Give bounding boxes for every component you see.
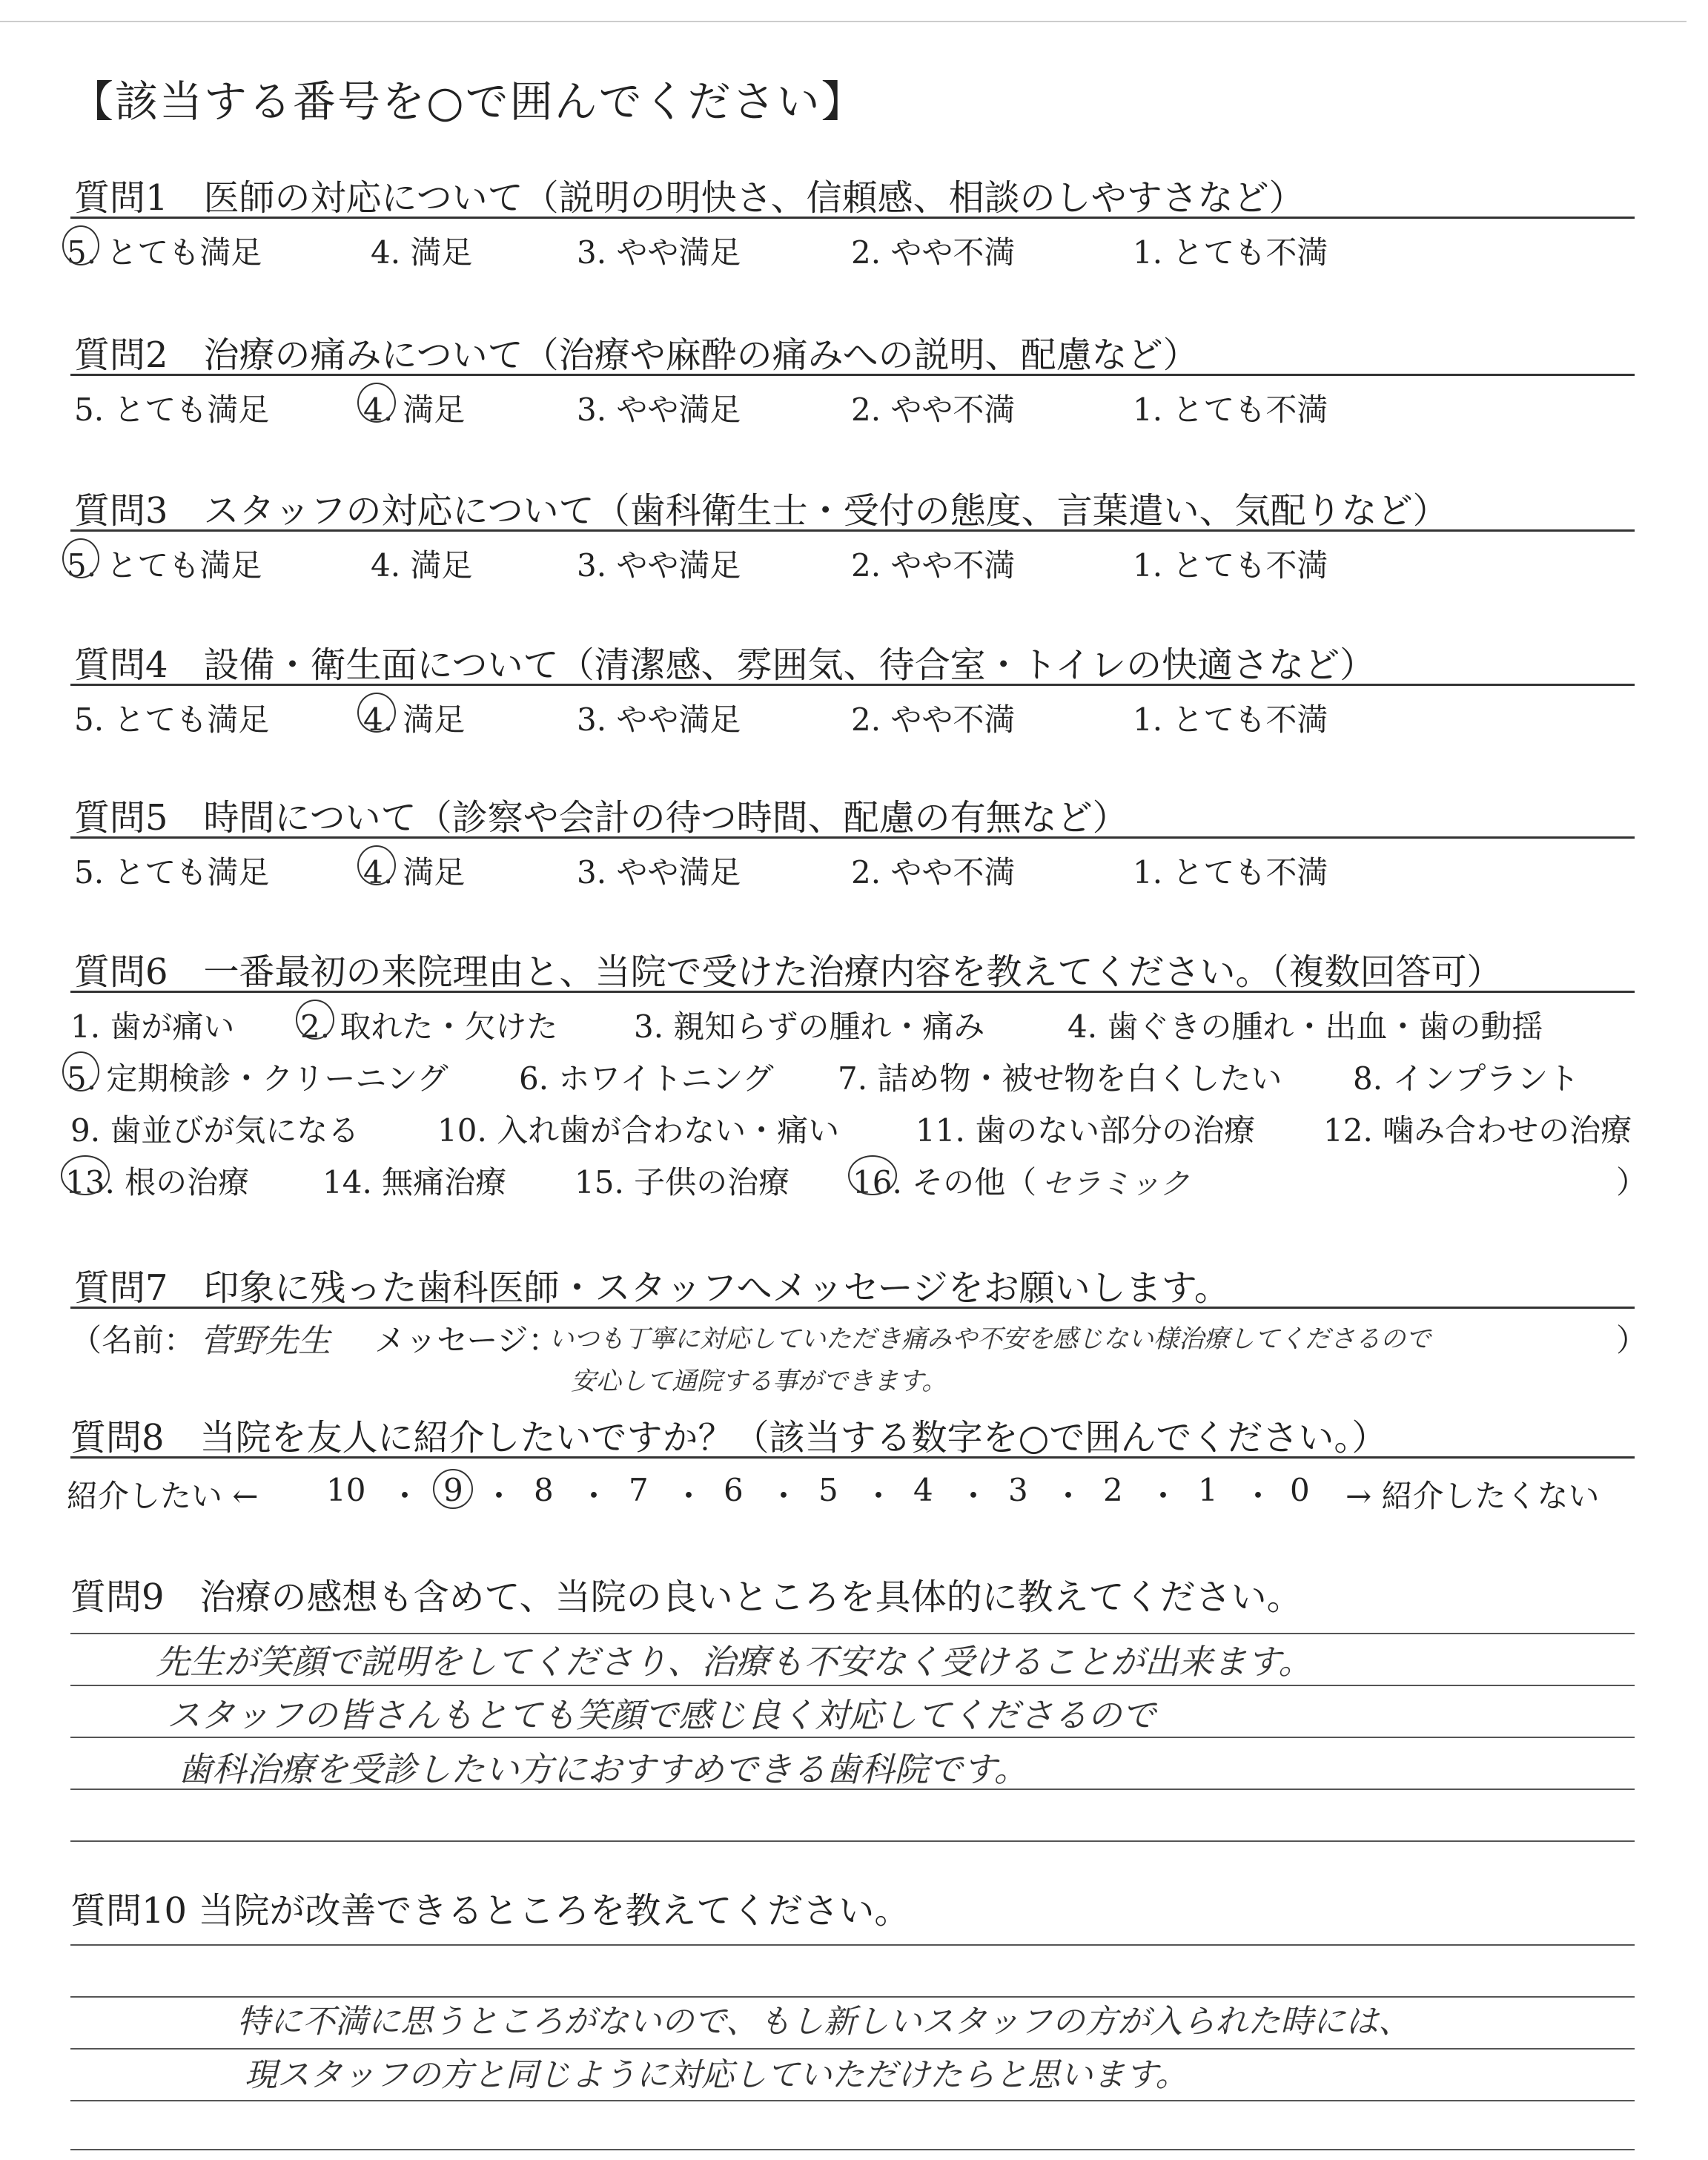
q6-opt-4[interactable]: 4. 歯ぐきの腫れ・出血・歯の動揺 [1068,1008,1543,1045]
q7-message-line-1[interactable]: いつも丁寧に対応していただき痛みや不安を感じない様治療してくださるので [549,1324,1431,1354]
q6-opt-10[interactable]: 10. 入れ歯が合わない・痛い [437,1112,840,1149]
q10-answer-line-1[interactable]: 特に不満に思うところがないので、もし新しいスタッフの方が入られた時には、 [237,2003,1411,2041]
q8-num-6[interactable]: 6 [724,1472,744,1508]
q8-sep: ・ [958,1478,990,1514]
q3-underline [70,529,1635,532]
selection-circle [433,1469,473,1509]
q1-opt-5[interactable]: 5. とても満足 [67,228,262,273]
q1-opt-2[interactable]: 2. やや不満 [851,234,1016,271]
q8-num-2[interactable]: 2 [1103,1472,1123,1508]
q8-sep: ・ [578,1478,610,1514]
q8-sep: ・ [1242,1478,1274,1514]
q1-opt-1[interactable]: 1. とても不満 [1133,234,1328,271]
q3-opt-2[interactable]: 2. やや不満 [851,547,1016,584]
q7-message-line-2[interactable]: 安心して通院する事ができます。 [571,1367,947,1396]
top-edge-line [0,21,1687,22]
q1-opt-4[interactable]: 4. 満足 [371,234,473,271]
q2-opt-4[interactable]: 4. 満足 [363,386,465,430]
q8-right-label: → 紹介したくない [1345,1478,1600,1514]
q6-opt-14[interactable]: 14. 無痛治療 [322,1164,507,1200]
q7-name-label: （名前： [70,1322,196,1358]
q8-title: 質問8 当院を友人に紹介したいですか？（該当する数字を○で囲んでください。） [70,1417,1388,1459]
q9-writing-line [70,1840,1635,1842]
q3-title: 質問3 スタッフの対応について（歯科衛生士・受付の態度、言葉遣い、気配りなど） [74,490,1449,532]
q5-title: 質問5 時間について（診察や会計の待つ時間、配慮の有無など） [74,797,1128,839]
q8-num-3[interactable]: 3 [1008,1472,1028,1508]
q4-opt-3[interactable]: 3. やや満足 [577,701,741,738]
q4-opt-1[interactable]: 1. とても不満 [1133,701,1328,738]
q6-opt-13[interactable]: 13. 根の治療 [65,1158,249,1203]
q2-underline [70,374,1635,376]
q8-num-9[interactable]: 9 [443,1472,463,1508]
q4-underline [70,684,1635,686]
q8-num-0[interactable]: 0 [1290,1472,1310,1508]
q4-opt-2[interactable]: 2. やや不満 [851,701,1016,738]
q6-opt-16[interactable]: 16. その他（ [853,1158,1036,1203]
q6-other-handwritten[interactable]: セラミック [1042,1167,1190,1201]
q8-num-4[interactable]: 4 [913,1472,933,1508]
q8-sep: ・ [389,1478,421,1514]
q8-sep: ・ [1148,1478,1179,1514]
q5-underline [70,836,1635,839]
selection-circle [62,538,99,578]
q3-opt-3[interactable]: 3. やや満足 [577,547,741,584]
q2-title: 質問2 治療の痛みについて（治療や麻酔の痛みへの説明、配慮など） [74,334,1199,376]
q6-opt-2[interactable]: 2. 取れた・欠けた [300,1003,557,1047]
q8-sep: ・ [673,1478,705,1514]
q10-title: 質問10 当院が改善できるところを教えてください。 [70,1890,910,1932]
selection-circle [62,225,99,265]
q8-num-1[interactable]: 1 [1198,1472,1218,1508]
q10-writing-line [70,2100,1635,2101]
q9-writing-line [70,1633,1635,1634]
q6-opt-5[interactable]: 5. 定期検診・クリーニング [67,1054,448,1099]
q5-opt-4[interactable]: 4. 満足 [363,848,465,893]
q9-title: 質問9 治療の感想も含めて、当院の良いところを具体的に教えてください。 [70,1576,1302,1618]
q6-opt-8[interactable]: 8. インプラント [1353,1060,1580,1097]
q6-opt-7[interactable]: 7. 詰め物・被せ物を白くしたい [838,1060,1282,1097]
q9-answer-line-2[interactable]: スタッフの皆さんもとても笑顔で感じ良く対応してくださるので [167,1695,1156,1735]
q6-title: 質問6 一番最初の来院理由と、当院で受けた治療内容を教えてください。（複数回答可） [74,951,1503,993]
q7-title: 質問7 印象に残った歯科医師・スタッフへメッセージをお願いします。 [74,1267,1230,1309]
q6-other-close-paren: ） [1616,1164,1648,1200]
selection-circle [296,1000,334,1040]
q2-opt-1[interactable]: 1. とても不満 [1133,392,1328,428]
q9-answer-line-1[interactable]: 先生が笑顔で説明をしてくださり、治療も不安なく受けることが出来ます。 [156,1642,1313,1682]
q10-answer-line-2[interactable]: 現スタッフの方と同じように対応していただけたらと思います。 [245,2056,1188,2094]
q6-opt-15[interactable]: 15. 子供の治療 [575,1164,790,1200]
q3-opt-4[interactable]: 4. 満足 [371,547,473,584]
q8-sep: ・ [1053,1478,1085,1514]
q6-opt-6[interactable]: 6. ホワイトニング [519,1060,774,1097]
q1-underline [70,217,1635,219]
q10-writing-line [70,2149,1635,2150]
q6-underline [70,991,1635,993]
q4-title: 質問4 設備・衛生面について（清潔感、雰囲気、待合室・トイレの快適さなど） [74,644,1376,686]
q4-opt-5[interactable]: 5. とても満足 [74,701,270,738]
q7-name-handwritten[interactable]: 菅野先生 [200,1322,331,1360]
q1-opt-3[interactable]: 3. やや満足 [577,234,741,271]
q5-opt-5[interactable]: 5. とても満足 [74,854,270,891]
selection-circle [62,1051,99,1091]
q9-writing-line [70,1685,1635,1686]
q8-sep: ・ [863,1478,895,1514]
q8-num-5[interactable]: 5 [818,1472,838,1508]
selection-circle [848,1155,897,1195]
q2-opt-5[interactable]: 5. とても満足 [74,392,270,428]
q8-num-10[interactable]: 10 [326,1472,366,1508]
q6-opt-12[interactable]: 12. 噛み合わせの治療 [1323,1112,1632,1149]
q5-opt-1[interactable]: 1. とても不満 [1133,854,1328,891]
q5-opt-3[interactable]: 3. やや満足 [577,854,741,891]
q4-opt-4[interactable]: 4. 満足 [363,696,465,740]
q8-underline [70,1456,1635,1459]
selection-circle [61,1155,110,1195]
q5-opt-2[interactable]: 2. やや不満 [851,854,1016,891]
q10-writing-line [70,1944,1635,1946]
q7-message-label: メッセージ： [374,1322,560,1358]
q6-opt-9[interactable]: 9. 歯並びが気になる [70,1112,360,1149]
q8-left-label: 紹介したい ← [67,1478,259,1514]
page-header: 【該当する番号を○で囲んでください】 [70,76,866,127]
selection-circle [357,693,396,733]
q6-opt-1[interactable]: 1. 歯が痛い [70,1008,235,1045]
q6-opt-3[interactable]: 3. 親知らずの腫れ・痛み [634,1008,985,1045]
q6-opt-11[interactable]: 11. 歯のない部分の治療 [916,1112,1256,1149]
q8-sep: ・ [768,1478,800,1514]
q3-opt-1[interactable]: 1. とても不満 [1133,547,1328,584]
selection-circle [357,383,396,423]
q8-sep: ・ [483,1478,515,1514]
q8-num-8[interactable]: 8 [534,1472,554,1508]
q2-opt-3[interactable]: 3. やや満足 [577,392,741,428]
q3-opt-5[interactable]: 5. とても満足 [67,541,262,586]
q7-close-paren: ） [1616,1322,1648,1358]
q9-answer-line-3[interactable]: 歯科治療を受診したい方におすすめできる歯科院です。 [178,1749,1028,1789]
q1-title: 質問1 医師の対応について（説明の明快さ、信頼感、相談のしやすさなど） [74,177,1305,219]
q2-opt-2[interactable]: 2. やや不満 [851,392,1016,428]
q7-underline [70,1307,1635,1309]
selection-circle [357,845,396,885]
q8-num-7[interactable]: 7 [629,1472,649,1508]
